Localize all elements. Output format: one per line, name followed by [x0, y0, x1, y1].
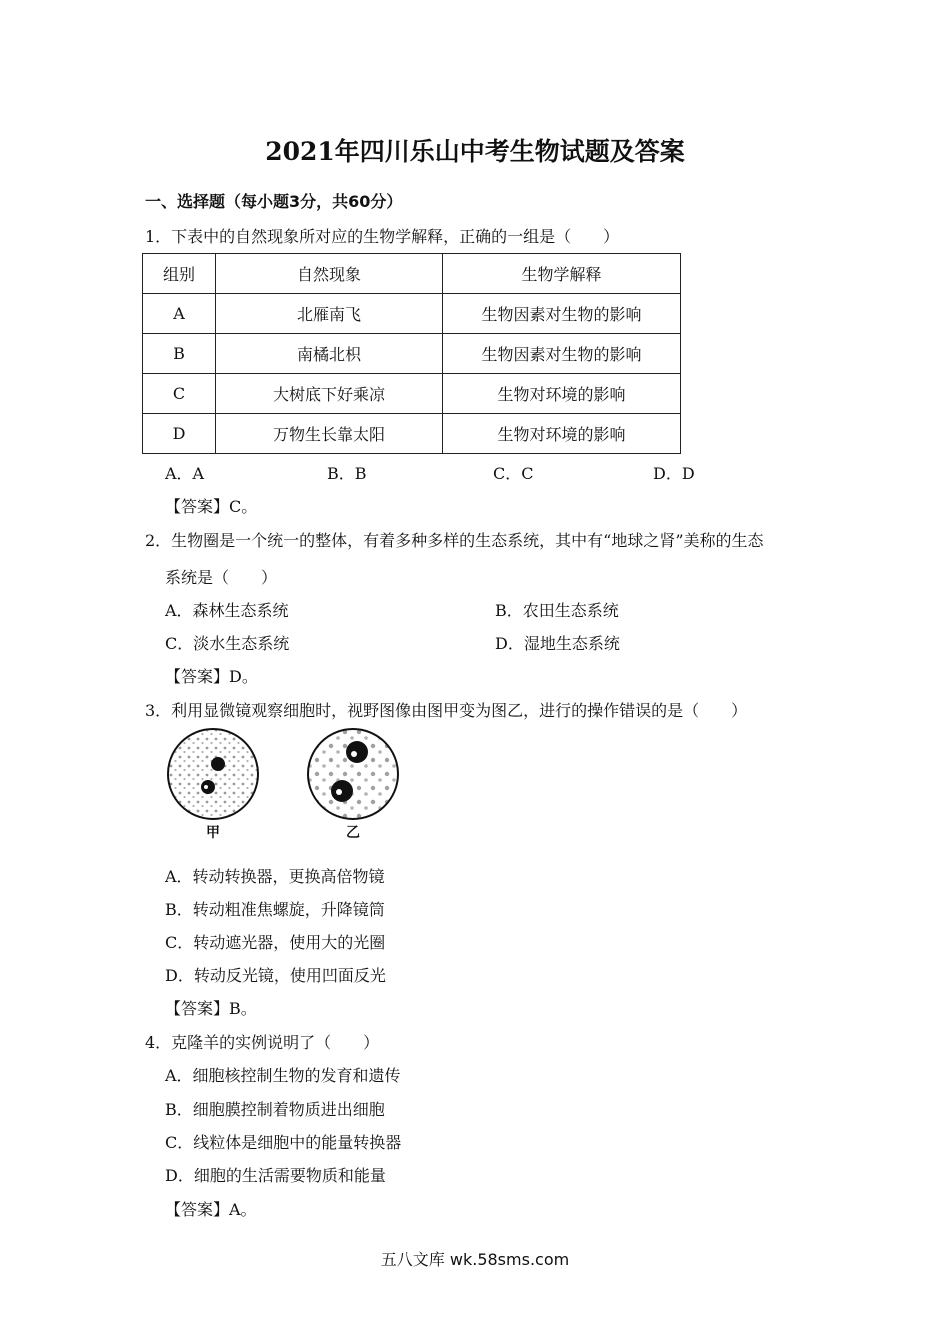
q2-answer: 【答案】D。 [165, 667, 258, 686]
field-yi [308, 729, 398, 819]
q4-option-a: A．细胞核控制生物的发育和遗传 [165, 1066, 401, 1085]
figure-label-yi: 乙 [346, 825, 360, 841]
q3-answer: 【答案】B。 [165, 999, 257, 1018]
q1-stem: 1．下表中的自然现象所对应的生物学解释，正确的一组是（ ） [145, 227, 620, 246]
q2-option-c: C．淡水生态系统 [165, 634, 290, 653]
footer-watermark: 五八文库 wk.58sms.com [380, 1250, 570, 1269]
table-cell: A [143, 294, 216, 334]
table-cell: 生物对环境的影响 [443, 414, 681, 454]
q1-option-a: A．A [165, 464, 205, 483]
q4-stem: 4．克隆羊的实例说明了（ ） [145, 1033, 380, 1052]
q2-option-d: D．湿地生态系统 [495, 634, 620, 653]
table-row [143, 334, 681, 374]
table-header-cell: 生物学解释 [443, 254, 681, 294]
q3-option-b: B．转动粗准焦螺旋，升降镜筒 [165, 900, 385, 919]
q4-option-d: D．细胞的生活需要物质和能量 [165, 1166, 386, 1185]
page-title: 2021年四川乐山中考生物试题及答案 [265, 137, 685, 166]
figure-label-jia: 甲 [206, 825, 220, 841]
q3-option-a: A．转动转换器，更换高倍物镜 [165, 867, 385, 886]
q1-option-d: D．D [653, 464, 695, 483]
microscope-figure [160, 728, 420, 840]
table-cell: 生物对环境的影响 [443, 374, 681, 414]
cell-nucleus [346, 741, 368, 763]
q4-option-c: C．线粒体是细胞中的能量转换器 [165, 1133, 402, 1152]
section-heading: 一、选择题（每小题3分，共60分） [145, 192, 403, 211]
q1-answer: 【答案】C。 [165, 497, 258, 516]
table-cell: D [143, 414, 216, 454]
table-cell: 大树底下好乘凉 [216, 374, 443, 414]
q2-stem-line1: 2．生物圈是一个统一的整体，有着多种多样的生态系统，其中有“地球之肾”美称的生态 [145, 531, 764, 550]
table-cell: C [143, 374, 216, 414]
table-cell: 生物因素对生物的影响 [443, 294, 681, 334]
table-row [143, 414, 681, 454]
table-cell: 万物生长靠太阳 [216, 414, 443, 454]
cell-nucleus [331, 780, 353, 802]
q2-option-a: A．森林生态系统 [165, 601, 289, 620]
table-cell: 北雁南飞 [216, 294, 443, 334]
table-header-row [143, 254, 681, 294]
table-cell: B [143, 334, 216, 374]
table-cell: 南橘北枳 [216, 334, 443, 374]
table-row [143, 374, 681, 414]
q1-option-c: C．C [493, 464, 534, 483]
table-cell: 生物因素对生物的影响 [443, 334, 681, 374]
cell-nucleus [211, 757, 225, 771]
q3-option-d: D．转动反光镜，使用凹面反光 [165, 966, 386, 985]
q2-option-b: B．农田生态系统 [495, 601, 619, 620]
q4-option-b: B．细胞膜控制着物质进出细胞 [165, 1100, 385, 1119]
q4-answer: 【答案】A。 [165, 1200, 257, 1219]
table-header-cell: 自然现象 [216, 254, 443, 294]
q1-table [142, 253, 681, 454]
table-row [143, 294, 681, 334]
q1-option-b: B．B [327, 464, 367, 483]
q3-option-c: C．转动遮光器，使用大的光圈 [165, 933, 386, 952]
q3-stem: 3．利用显微镜观察细胞时，视野图像由图甲变为图乙，进行的操作错误的是（ ） [145, 701, 748, 720]
q2-stem-line2: 系统是（ ） [165, 568, 278, 587]
table-header-cell: 组别 [143, 254, 216, 294]
field-jia [168, 729, 258, 819]
